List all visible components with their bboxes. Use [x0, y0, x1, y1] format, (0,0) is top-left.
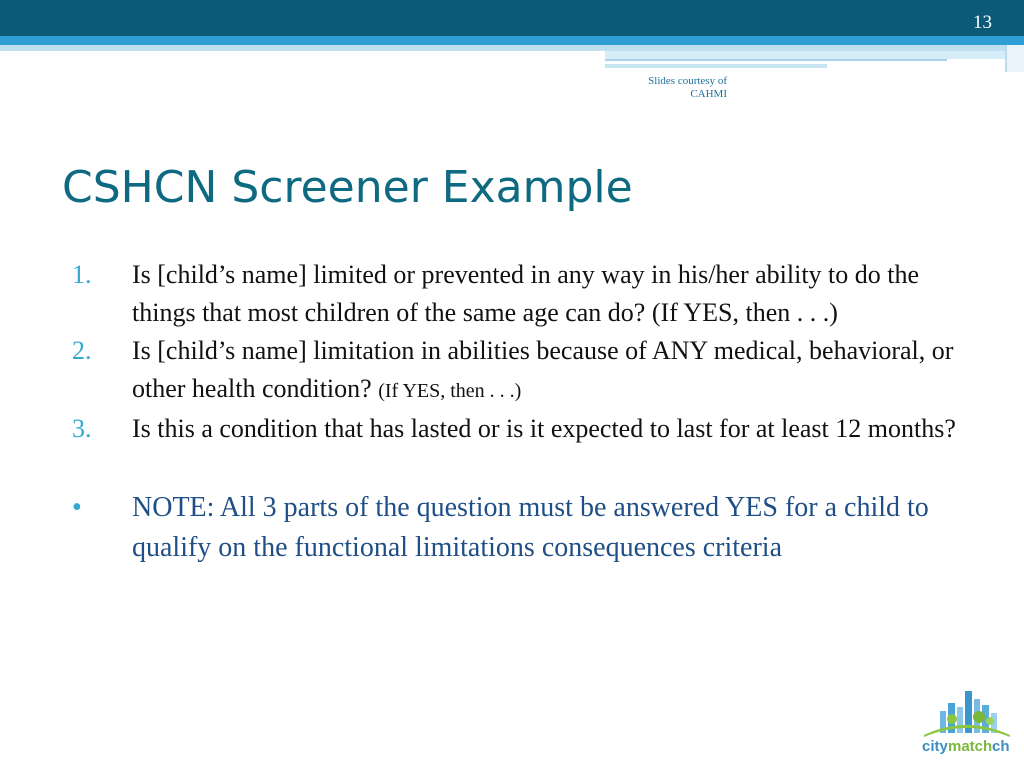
header-right-line	[1005, 45, 1007, 72]
list-marker-2: 2.	[72, 336, 92, 365]
header-right-strip	[1005, 45, 1024, 72]
citymatch-logo	[918, 685, 1014, 757]
note-text: NOTE: All 3 parts of the question must be answered YES for a child to qualify on the functional limitations consequences criteria	[132, 492, 929, 563]
logo-text-city: city	[922, 738, 948, 755]
header-band-light-2	[605, 51, 1005, 59]
header-band-light-4	[605, 64, 827, 68]
logo-text-match: match	[948, 738, 993, 755]
list-text-2: Is [child’s name] limitation in abilities because of ANY medical, behavioral, or other health condition?	[132, 336, 954, 403]
list-text-2-small: (If YES, then . . .)	[378, 380, 522, 402]
spacer	[72, 448, 972, 488]
note-bullet: •	[72, 492, 82, 523]
courtesy-line-1: Slides courtesy of	[648, 75, 727, 87]
logo-text-ch: ch	[992, 738, 1010, 755]
header-band-dark	[0, 0, 1024, 36]
list-item-2	[72, 332, 972, 410]
list-marker-1: 1.	[72, 260, 92, 289]
slide-content	[72, 256, 972, 568]
note-item	[72, 488, 972, 568]
slide-title: CSHCN Screener Example	[62, 162, 633, 213]
header-band-blue	[0, 36, 1005, 45]
slide-number: 13	[973, 12, 992, 33]
courtesy-line-2: CAHMI	[690, 88, 727, 100]
list-marker-3: 3.	[72, 414, 92, 443]
list-text-3: Is this a condition that has lasted or is it expected to last for at least 12 months?	[132, 414, 956, 443]
list-text-1: Is [child’s name] limited or prevented in any way in his/her ability to do the things that most children of the same age can do? (If YES, then . . .)	[132, 260, 920, 327]
list-item-1	[72, 256, 972, 332]
courtesy-note	[600, 75, 727, 101]
header-band-blue-right	[1005, 36, 1024, 45]
list-item-3	[72, 410, 972, 448]
city-skyline-icon	[924, 691, 1010, 737]
header-band-light-3	[605, 59, 947, 61]
